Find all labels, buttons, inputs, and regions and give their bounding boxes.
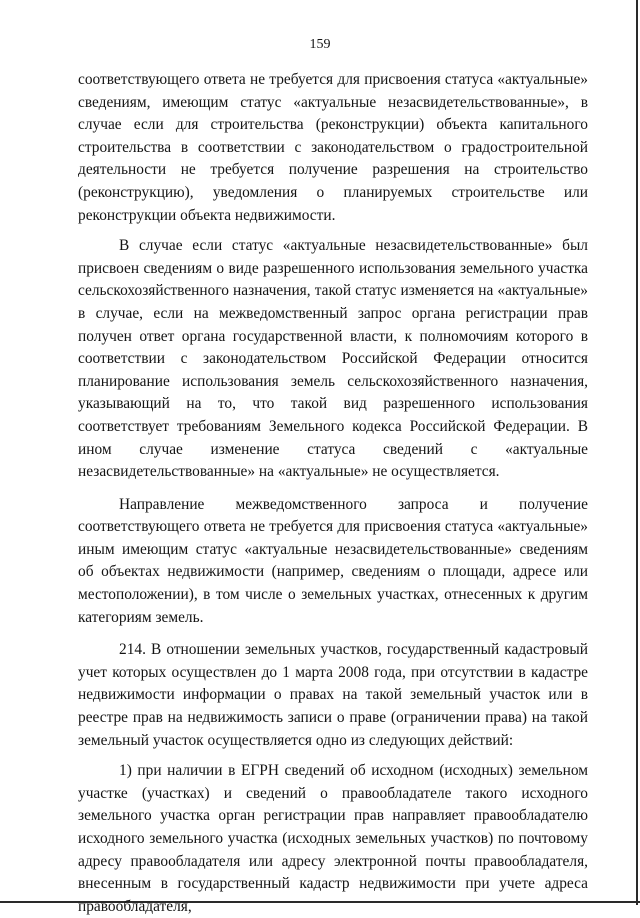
scan-edge-right <box>636 0 638 905</box>
body-text <box>78 69 588 918</box>
paragraph-4: 214. В отношении земельных участков, государственный кадастровый учет которых осуществлен до 1 марта 2008 года, при отсутствии в кадастре недвижимости информации о правах на такой земельный участок или в реестре прав на недвижимость записи о праве (ограничении права) на такой земельный участок осуществляется одно из следующих действий: <box>78 641 588 749</box>
paragraph-5: 1) при наличии в ЕГРН сведений об исходном (исходных) земельном участке (участках) и сведений о правообладателе такого исходного земельного участка орган регистрации прав направляет правообладателю исходного земельного участка (исходных земельных участков) по почтовому адресу правообладателя или адресу электронной почты правообладателя, внесенным в государственный кадастр недвижимости при учете адреса правообладателя, <box>78 762 588 915</box>
paragraph-3: Направление межведомственного запроса и получение соответствующего ответа не требуется для присвоения статуса «актуальные» иным имеющим статус «актуальные незасвидетельствованные» сведениям об объектах недвижимости (например, сведениям о площади, адресе или местоположении), в том числе о земельных участках, отнесенных к другим категориям земель. <box>78 495 588 626</box>
paragraph-2: В случае если статус «актуальные незасвидетельствованные» был присвоен сведениям о виде разрешенного использования земельного участка сельскохозяйственного назначения, такой статус изменяется на «актуальные» в случае, если на межведомственный запрос органа регистрации прав получен ответ органа государственной власти, к полномочиям которого в соответствии с законодательством Российской Федерации относится планирование использования земель сельскохозяйственного назначения, указывающий на то, что такой вид разрешенного использования соответствует требованиям Земельного кодекса Российской Федерации. В ином случае изменение статуса сведений с «актуальные незасвидетельствованные» на «актуальные» не осуществляется. <box>78 237 588 481</box>
paragraph-1: соответствующего ответа не требуется для присвоения статуса «актуальные» сведениям, имеющим статус «актуальные незасвидетельствованные», в случае если для строительства (реконструкции) объекта капитального строительства в соответствии с законодательством о градостроительной деятельности не требуется получение разрешения на строительство (реконструкцию), уведомления о планируемых строительстве или реконструкции объекта недвижимости. <box>78 71 588 224</box>
page-number: 159 <box>309 37 331 52</box>
